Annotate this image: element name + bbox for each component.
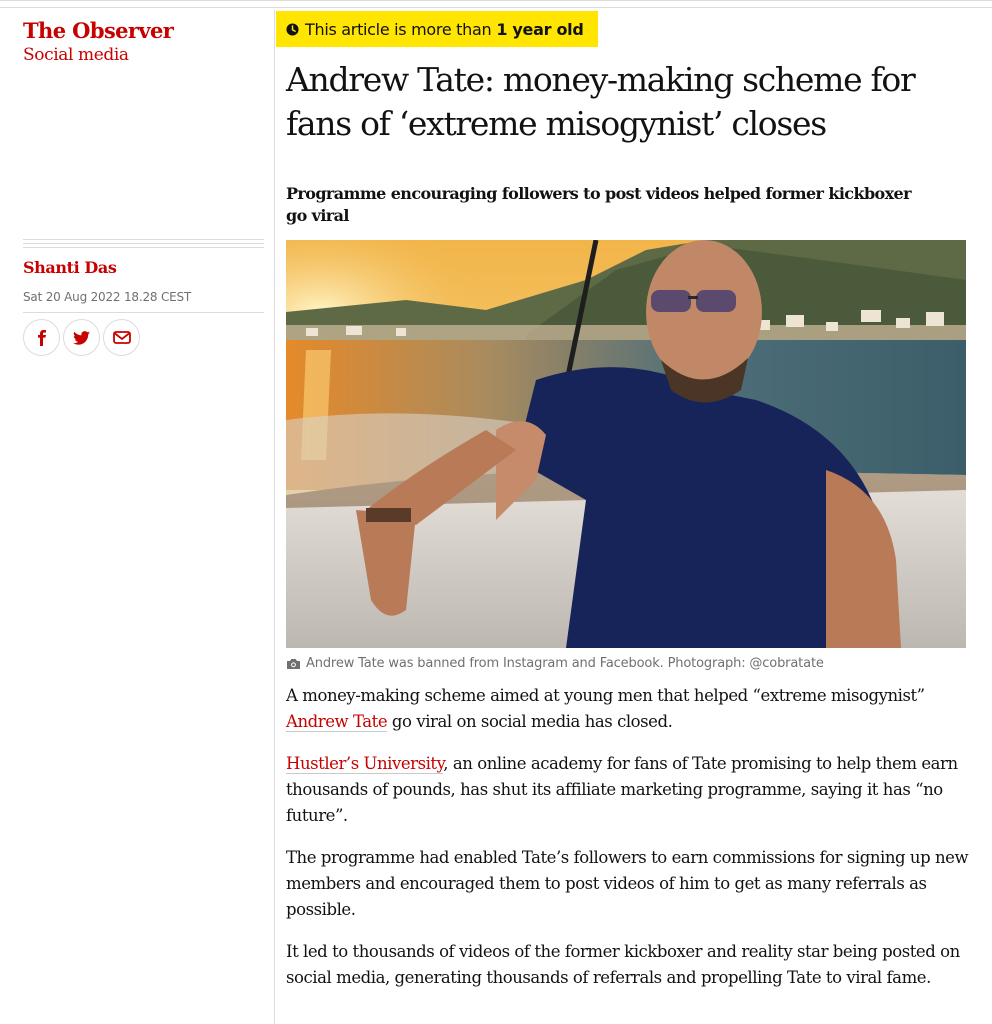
- brand-title[interactable]: The Observer: [23, 18, 174, 43]
- share-buttons: [23, 319, 140, 356]
- paragraph-1-text-b: go viral on social media has closed.: [387, 712, 673, 731]
- article-standfirst: Programme encouraging followers to post videos helped former kickboxer go viral: [286, 184, 911, 225]
- paragraph-4: It led to thousands of videos of the former kickboxer and reality star being posted on social media, generating thousands of referrals and propelling Tate to viral fame.: [286, 942, 960, 987]
- age-notice-bold: 1 year old: [496, 19, 584, 39]
- column-divider: [274, 10, 275, 1024]
- article-body: [286, 683, 971, 1007]
- age-notice-text: This article is more than: [305, 19, 492, 39]
- paragraph-1-text-a: A money-making scheme aimed at young men that helped “extreme misogynist”: [286, 686, 925, 705]
- article-age-notice: [276, 11, 598, 47]
- author-name[interactable]: Shanti Das: [23, 258, 117, 277]
- paragraph-1: [286, 683, 971, 735]
- facebook-icon: [35, 330, 49, 346]
- article-headline: Andrew Tate: money-making scheme for fans of ‘extreme misogynist’ closes: [286, 60, 915, 143]
- meta-divider: [23, 312, 264, 313]
- article-main-image[interactable]: [286, 240, 966, 648]
- hustlers-university-link[interactable]: Hustler’s University: [286, 754, 444, 773]
- section-label[interactable]: Social media: [23, 45, 129, 65]
- twitter-icon: [73, 331, 90, 345]
- camera-icon: [286, 658, 301, 670]
- paragraph-2: [286, 751, 971, 829]
- twitter-share-button[interactable]: [63, 319, 100, 356]
- email-share-button[interactable]: [103, 319, 140, 356]
- caption-text: Andrew Tate was banned from Instagram and Facebook. Photograph: @cobratate: [306, 656, 824, 671]
- paragraph-2-text: , an online academy for fans of Tate promising to help them earn thousands of pounds, has shut its affiliate marketing programme, saying it has “no future”.: [286, 754, 958, 825]
- andrew-tate-link[interactable]: Andrew Tate: [286, 712, 388, 731]
- dateline: Sat 20 Aug 2022 18.28 CEST: [23, 290, 192, 304]
- facebook-share-button[interactable]: [23, 319, 60, 356]
- top-rule: [0, 0, 992, 8]
- meta-rules: [23, 239, 264, 251]
- clock-icon: [286, 23, 299, 36]
- image-caption: [286, 656, 824, 671]
- email-icon: [113, 331, 131, 344]
- masthead: [23, 18, 264, 66]
- paragraph-3: The programme had enabled Tate’s followers to earn commissions for signing up new members and encouraged them to post videos of him to get as many referrals as possible.: [286, 848, 969, 919]
